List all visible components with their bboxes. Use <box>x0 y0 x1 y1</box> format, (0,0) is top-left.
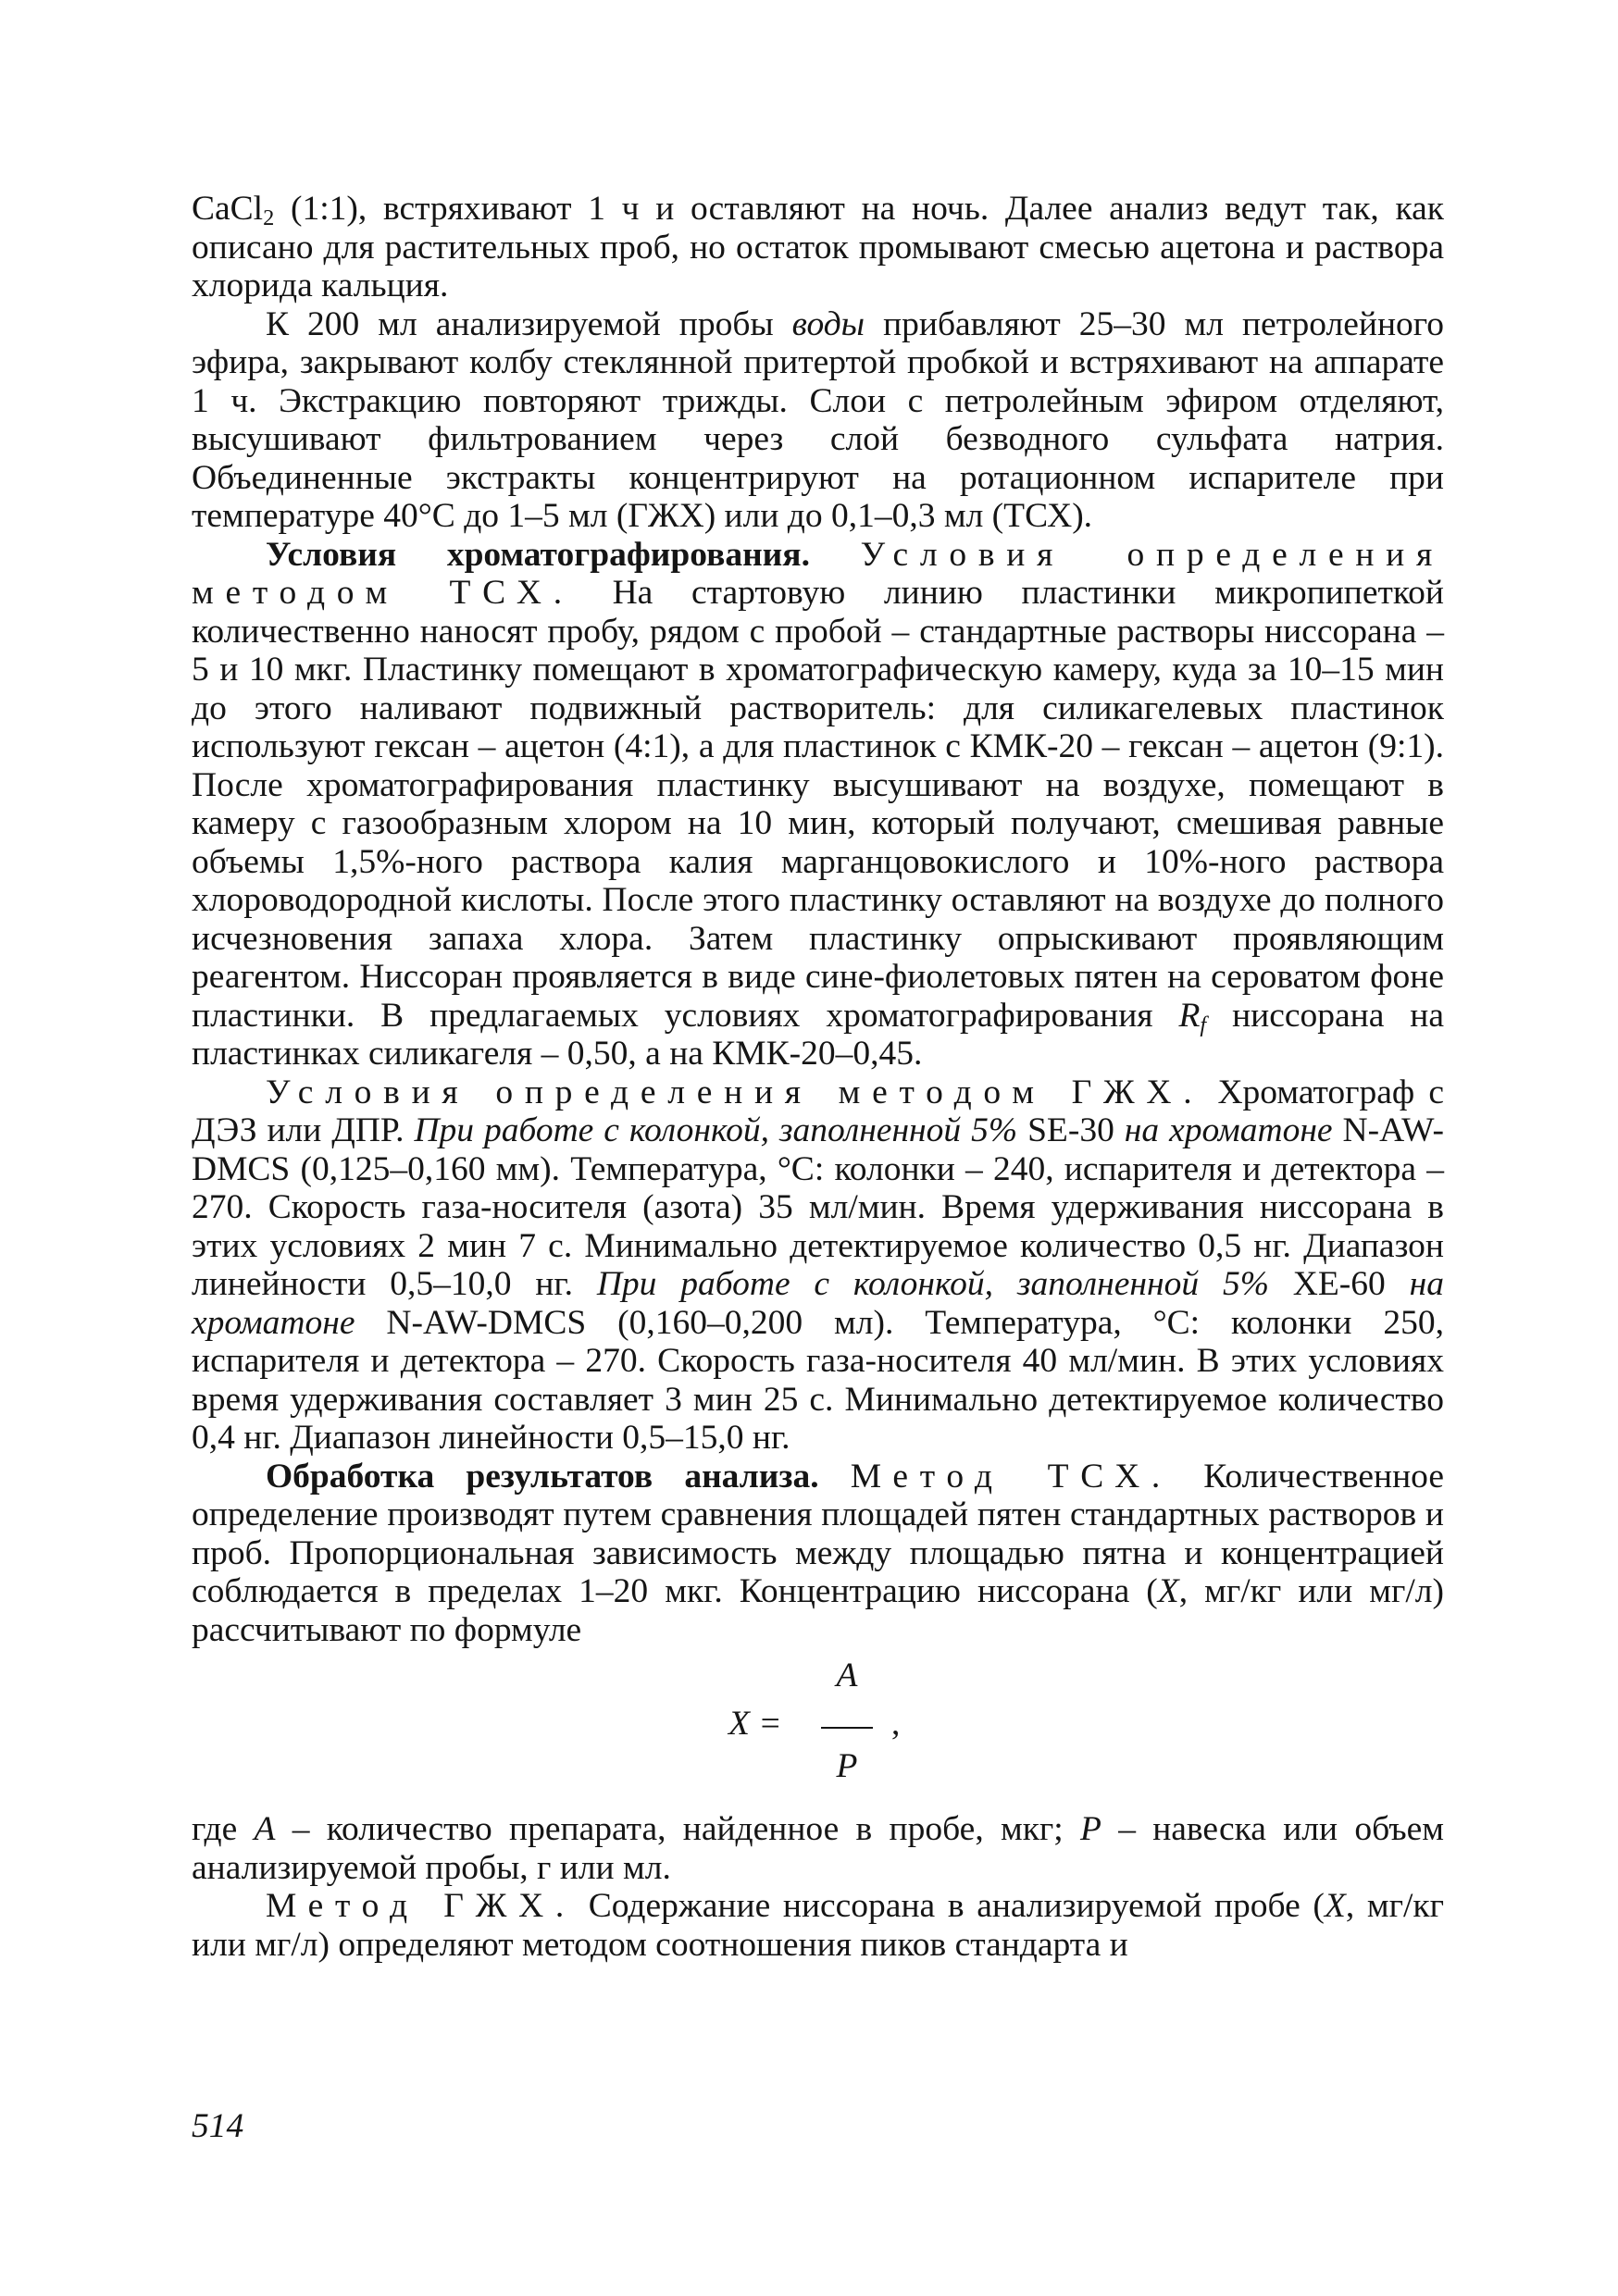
spaced-subheading: Условия определения методом ТСХ. <box>192 535 1444 612</box>
rf-symbol: R <box>1178 996 1201 1035</box>
formula-numerator: A <box>836 1657 858 1694</box>
page-body <box>192 190 1444 1964</box>
paragraph-glc-conditions: Условия определения методом ГЖХ. Хроматограф с ДЭЗ или ДПР. При работе с колонкой, заполненной 5% SE-30 на хроматоне N-AW-DMCS (0,125–0,160 мм). Температура, °С: колонки – 240, испарителя и детектора – 270. Скорость газа-носителя (азота) 35 мл/мин. Время удерживания ниссорана в этих условиях 2 мин 7 с. Минимально детектируемое количество 0,5 нг. Диапазон линейности 0,5–10,0 нг. При работе с колонкой, заполненной 5% XE-60 на хроматоне N-AW-DMCS (0,160–0,200 мл). Температура, °С: колонки 250, испарителя и детектора – 270. Скорость газа-носителя 40 мл/мин. В этих условиях время удерживания составляет 3 мин 25 с. Минимально детектируемое количество 0,4 нг. Диапазон линейности 0,5–15,0 нг. <box>192 1073 1444 1457</box>
spaced-subheading: Метод ТСХ. <box>850 1457 1173 1496</box>
paragraph-calcium-chloride <box>192 190 1444 305</box>
paragraph-formula-legend: где A – количество препарата, найденное в пробе, мкг; P – навеска или объем анализируемой пробы, г или мл. <box>192 1810 1444 1887</box>
paragraph-water-samples: К 200 мл анализируемой пробы воды прибавляют 25–30 мл петролейного эфира, закрывают колбу стеклянной притертой пробкой и встряхивают на аппарате 1 ч. Экстракцию повторяют трижды. Слои с петролейным эфиром отделяют, высушивают фильтрованием через слой безводного сульфата натрия. Объединенные экстракты концентрируют на ротационном испарителе при температуре 40°С до 1–5 мл (ГЖХ) или до 0,1–0,3 мл (ТСХ). <box>192 304 1444 535</box>
formula: X = A P , <box>728 1657 901 1785</box>
paragraph-text: (1:1), встряхивают 1 ч и оставляют на ночь. Далее анализ ведут так, как описано для растительных проб, но остаток промывают смесью ацетона и раствора хлорида кальция. <box>192 190 1444 304</box>
page-number: 514 <box>192 2107 244 2145</box>
paragraph-results-processing: Обработка результатов анализа. Метод ТСХ. Количественное определение производят путем сравнения площадей пятен стандартных растворов и проб. Пропорциональная зависимость между площадью пятна и концентрацией соблюдается в пределах 1–20 мкг. Концентрацию ниссорана (X, мг/кг или мг/л) рассчитывают по формуле <box>192 1457 1444 1649</box>
chem-subscript: 2 <box>263 205 275 231</box>
formula-denominator: P <box>836 1747 858 1785</box>
fraction-bar <box>821 1727 873 1729</box>
spaced-subheading: Метод ГЖХ. <box>266 1887 577 1925</box>
section-heading: Обработка результатов анализа. <box>266 1457 819 1496</box>
spaced-subheading: Условия определения методом ГЖХ. <box>266 1073 1204 1111</box>
chem-formula: CaCl <box>192 190 264 228</box>
italic-term: воды <box>791 304 865 343</box>
paragraph-tlc-conditions: Условия хроматографирования. Условия определения методом ТСХ. На стартовую линию пластинки микропипеткой количественно наносят пробу, рядом с пробой – стандартные растворы ниссорана – 5 и 10 мкг. Пластинку помещают в хроматографическую камеру, куда за 10–15 мин до этого наливают подвижный растворитель: для силикагелевых пластинок используют гексан – ацетон (4:1), а для пластинок с КМК-20 – гексан – ацетон (9:1). После хроматографирования пластинку высушивают на воздухе, помещают в камеру с газообразным хлором на 10 мин, который получают, смешивая равные объемы 1,5%-ного раствора калия марганцовокислого и 10%-ного раствора хлороводородной кислоты. После этого пластинку оставляют на воздухе до полного исчезновения запаха хлора. Затем пластинку опрыскивают проявляющим реагентом. Ниссоран проявляется в виде сине-фиолетовых пятен на сероватом фоне пластинки. В предлагаемых условиях хроматографирования $R_f$ ниссорана на пластинках силикагеля – 0,50, а на КМК-20–0,45. <box>192 535 1444 1073</box>
section-heading: Условия хроматографирования. <box>266 535 810 574</box>
paragraph-glc-method: Метод ГЖХ. Содержание ниссорана в анализируемой пробе (X, мг/кг или мг/л) определяют методом соотношения пиков стандарта и <box>192 1887 1444 1964</box>
formula-lhs: X = <box>728 1705 782 1743</box>
